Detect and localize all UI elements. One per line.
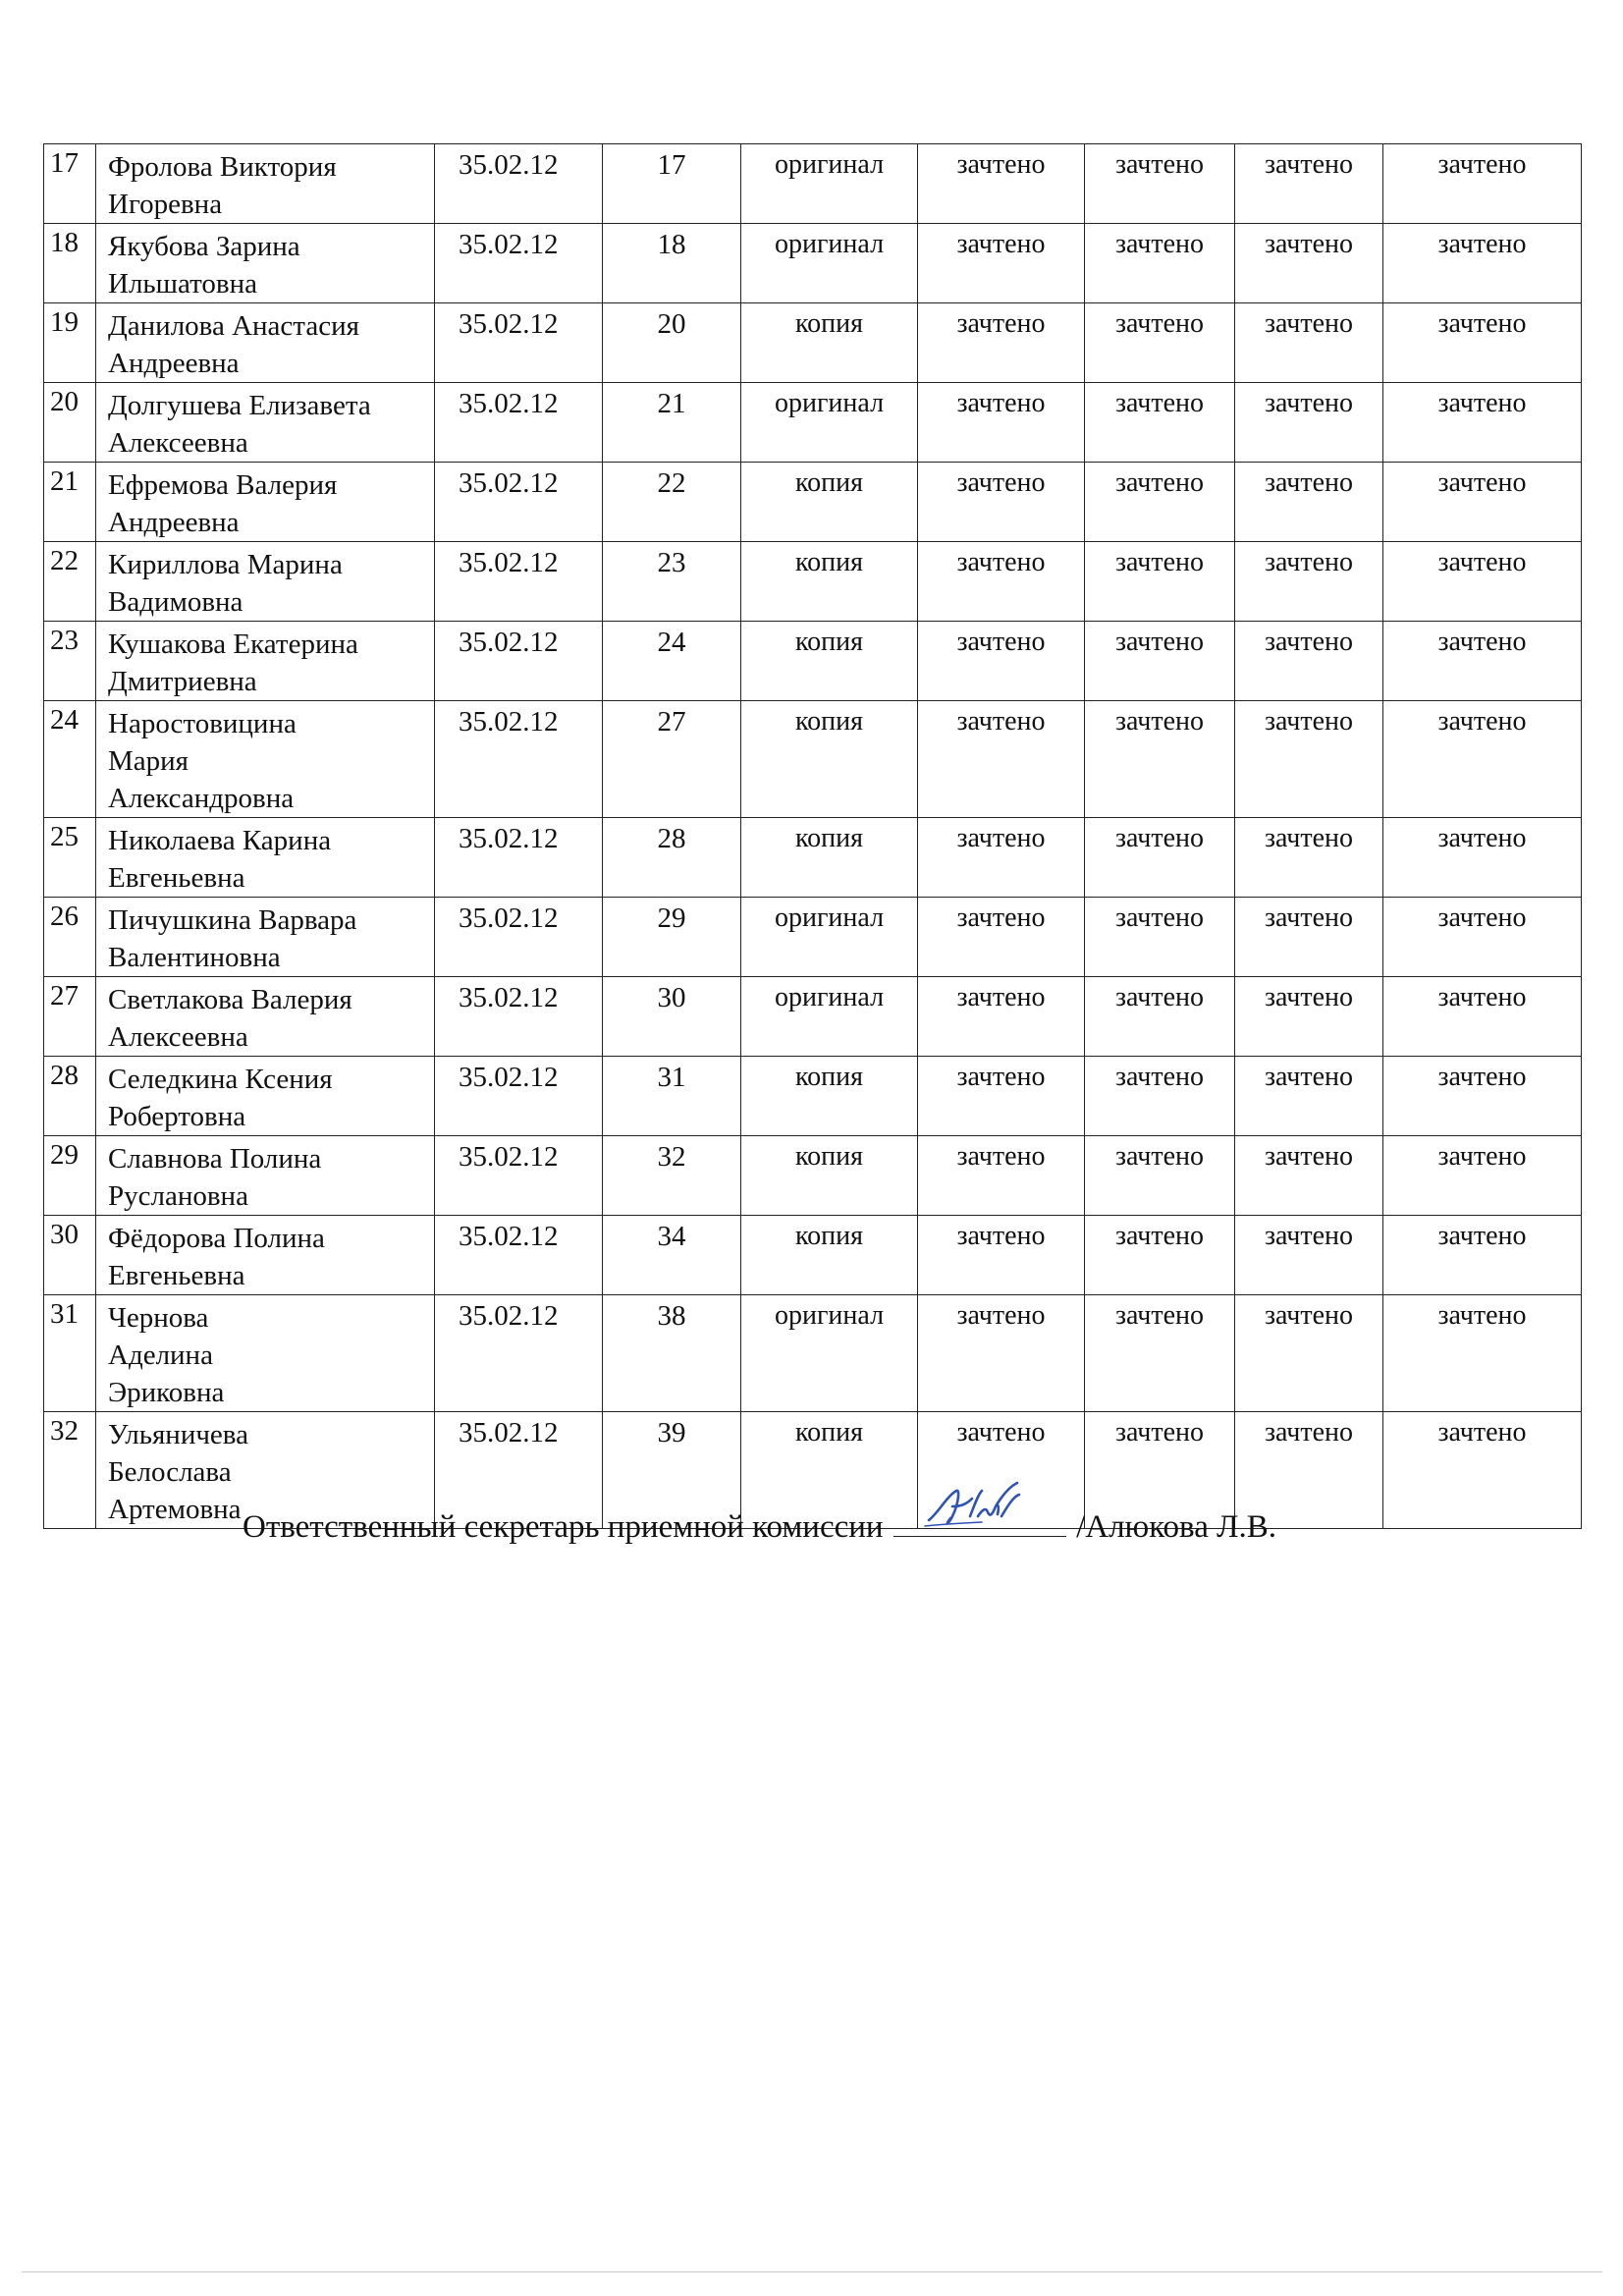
result-cell-2: зачтено — [1085, 383, 1235, 463]
result-cell-1: зачтено — [918, 1216, 1085, 1295]
full-name-line: Фёдорова Полина — [108, 1223, 325, 1254]
result-cell-1: зачтено — [918, 818, 1085, 898]
full-name-line: Алексеевна — [108, 427, 248, 459]
full-name-line: Артемовна — [108, 1494, 242, 1525]
table-row — [44, 1295, 1582, 1412]
result-cell-4: зачтено — [1383, 1136, 1582, 1216]
full-name-line: Наростовицина — [108, 708, 297, 739]
full-name-line: Андреевна — [108, 507, 240, 538]
result-cell-3: зачтено — [1235, 463, 1383, 542]
full-name-line: Вадимовна — [108, 586, 243, 618]
application-number-cell: 30 — [603, 977, 741, 1057]
table-row — [44, 701, 1582, 818]
table-row — [44, 542, 1582, 622]
row-number-cell: 26 — [44, 898, 96, 977]
document-type-cell: оригинал — [741, 144, 918, 224]
handwritten-signature — [923, 1477, 1041, 1538]
full-name-line: Славнова Полина — [108, 1143, 322, 1175]
result-cell-4: зачтено — [1383, 383, 1582, 463]
application-number-cell: 20 — [603, 303, 741, 383]
full-name-cell — [96, 144, 435, 224]
specialty-code-cell: 35.02.12 — [435, 542, 603, 622]
result-cell-4: зачтено — [1383, 622, 1582, 701]
full-name-cell — [96, 898, 435, 977]
specialty-code-cell: 35.02.12 — [435, 898, 603, 977]
specialty-code-cell: 35.02.12 — [435, 818, 603, 898]
full-name-line: Фролова Виктория — [108, 151, 337, 183]
full-name-cell — [96, 224, 435, 303]
document-type-cell: копия — [741, 701, 918, 818]
full-name-line: Ефремова Валерия — [108, 469, 338, 501]
result-cell-2: зачтено — [1085, 144, 1235, 224]
full-name-line: Якубова Зарина — [108, 231, 300, 262]
result-cell-1: зачтено — [918, 898, 1085, 977]
row-number-cell: 29 — [44, 1136, 96, 1216]
result-cell-1: зачтено — [918, 542, 1085, 622]
table-row — [44, 622, 1582, 701]
applicants-table-body — [44, 144, 1582, 1529]
full-name-line: Евгеньевна — [108, 862, 245, 894]
specialty-code-cell: 35.02.12 — [435, 303, 603, 383]
table-row — [44, 463, 1582, 542]
result-cell-3: зачтено — [1235, 144, 1383, 224]
application-number-cell: 39 — [603, 1412, 741, 1529]
row-number-cell: 28 — [44, 1057, 96, 1136]
full-name-line: Аделина — [108, 1339, 213, 1371]
result-cell-1: зачтено — [918, 977, 1085, 1057]
result-cell-1: зачтено — [918, 1412, 1085, 1529]
full-name-line: Мария — [108, 745, 189, 777]
result-cell-2: зачтено — [1085, 542, 1235, 622]
application-number-cell: 22 — [603, 463, 741, 542]
row-number-cell: 19 — [44, 303, 96, 383]
row-number-cell: 23 — [44, 622, 96, 701]
full-name-cell — [96, 1057, 435, 1136]
full-name-cell — [96, 1295, 435, 1412]
result-cell-2: зачтено — [1085, 898, 1235, 977]
application-number-cell: 38 — [603, 1295, 741, 1412]
full-name-line: Долгушева Елизавета — [108, 390, 371, 421]
row-number-cell: 24 — [44, 701, 96, 818]
result-cell-3: зачтено — [1235, 1057, 1383, 1136]
application-number-cell: 31 — [603, 1057, 741, 1136]
result-cell-3: зачтено — [1235, 701, 1383, 818]
result-cell-2: зачтено — [1085, 1136, 1235, 1216]
specialty-code-cell: 35.02.12 — [435, 144, 603, 224]
result-cell-2: зачтено — [1085, 622, 1235, 701]
row-number-cell: 21 — [44, 463, 96, 542]
row-number-cell: 22 — [44, 542, 96, 622]
full-name-line: Кириллова Марина — [108, 549, 343, 580]
result-cell-1: зачтено — [918, 303, 1085, 383]
result-cell-4: зачтено — [1383, 144, 1582, 224]
result-cell-3: зачтено — [1235, 383, 1383, 463]
result-cell-2: зачтено — [1085, 977, 1235, 1057]
result-cell-4: зачтено — [1383, 1216, 1582, 1295]
document-type-cell: копия — [741, 303, 918, 383]
secretary-label: Ответственный секретарь приемной комиссии — [243, 1509, 884, 1545]
table-row — [44, 224, 1582, 303]
result-cell-1: зачтено — [918, 1295, 1085, 1412]
result-cell-2: зачтено — [1085, 463, 1235, 542]
full-name-cell — [96, 977, 435, 1057]
full-name-line: Белослава — [108, 1456, 232, 1488]
document-type-cell: копия — [741, 1412, 918, 1529]
result-cell-2: зачтено — [1085, 1216, 1235, 1295]
application-number-cell: 32 — [603, 1136, 741, 1216]
table-row — [44, 818, 1582, 898]
full-name-cell — [96, 303, 435, 383]
result-cell-2: зачтено — [1085, 1057, 1235, 1136]
application-number-cell: 34 — [603, 1216, 741, 1295]
row-number-cell: 18 — [44, 224, 96, 303]
row-number-cell: 25 — [44, 818, 96, 898]
result-cell-1: зачтено — [918, 622, 1085, 701]
result-cell-1: зачтено — [918, 1057, 1085, 1136]
result-cell-3: зачтено — [1235, 898, 1383, 977]
full-name-line: Игоревна — [108, 189, 223, 220]
row-number-cell: 32 — [44, 1412, 96, 1529]
full-name-cell — [96, 701, 435, 818]
document-type-cell: оригинал — [741, 898, 918, 977]
result-cell-1: зачтено — [918, 224, 1085, 303]
row-number-cell: 27 — [44, 977, 96, 1057]
table-row — [44, 898, 1582, 977]
result-cell-3: зачтено — [1235, 622, 1383, 701]
document-type-cell: оригинал — [741, 383, 918, 463]
full-name-line: Александровна — [108, 783, 295, 814]
specialty-code-cell: 35.02.12 — [435, 1295, 603, 1412]
application-number-cell: 23 — [603, 542, 741, 622]
full-name-line: Алексеевна — [108, 1021, 248, 1053]
full-name-line: Дмитриевна — [108, 666, 257, 697]
result-cell-3: зачтено — [1235, 224, 1383, 303]
document-type-cell: оригинал — [741, 224, 918, 303]
result-cell-4: зачтено — [1383, 701, 1582, 818]
specialty-code-cell: 35.02.12 — [435, 1412, 603, 1529]
full-name-line: Селедкина Ксения — [108, 1064, 333, 1095]
result-cell-3: зачтено — [1235, 542, 1383, 622]
result-cell-4: зачтено — [1383, 898, 1582, 977]
full-name-line: Робертовна — [108, 1101, 246, 1132]
result-cell-2: зачтено — [1085, 1295, 1235, 1412]
result-cell-2: зачтено — [1085, 224, 1235, 303]
result-cell-1: зачтено — [918, 1136, 1085, 1216]
application-number-cell: 24 — [603, 622, 741, 701]
result-cell-2: зачтено — [1085, 818, 1235, 898]
table-row — [44, 1057, 1582, 1136]
full-name-line: Валентиновна — [108, 942, 281, 973]
specialty-code-cell: 35.02.12 — [435, 383, 603, 463]
row-number-cell: 30 — [44, 1216, 96, 1295]
specialty-code-cell: 35.02.12 — [435, 1136, 603, 1216]
application-number-cell: 29 — [603, 898, 741, 977]
application-number-cell: 27 — [603, 701, 741, 818]
full-name-line: Кушакова Екатерина — [108, 629, 358, 660]
result-cell-3: зачтено — [1235, 1412, 1383, 1529]
table-row — [44, 144, 1582, 224]
document-type-cell: копия — [741, 1216, 918, 1295]
result-cell-1: зачтено — [918, 144, 1085, 224]
result-cell-3: зачтено — [1235, 818, 1383, 898]
full-name-cell — [96, 463, 435, 542]
full-name-line: Евгеньевна — [108, 1260, 245, 1291]
table-row — [44, 1136, 1582, 1216]
document-type-cell: копия — [741, 542, 918, 622]
applicants-table — [43, 143, 1582, 1529]
full-name-line: Данилова Анастасия — [108, 310, 359, 342]
specialty-code-cell: 35.02.12 — [435, 701, 603, 818]
document-type-cell: копия — [741, 818, 918, 898]
specialty-code-cell: 35.02.12 — [435, 1057, 603, 1136]
result-cell-2: зачтено — [1085, 701, 1235, 818]
full-name-line: Ильшатовна — [108, 268, 257, 300]
full-name-cell — [96, 383, 435, 463]
document-type-cell: копия — [741, 622, 918, 701]
result-cell-4: зачтено — [1383, 463, 1582, 542]
application-number-cell: 21 — [603, 383, 741, 463]
result-cell-4: зачтено — [1383, 818, 1582, 898]
result-cell-4: зачтено — [1383, 224, 1582, 303]
full-name-line: Руслановна — [108, 1180, 248, 1212]
application-number-cell: 18 — [603, 224, 741, 303]
table-row — [44, 977, 1582, 1057]
full-name-line: Ульяничева — [108, 1419, 248, 1450]
application-number-cell: 17 — [603, 144, 741, 224]
result-cell-3: зачтено — [1235, 1216, 1383, 1295]
result-cell-4: зачтено — [1383, 1412, 1582, 1529]
row-number-cell: 17 — [44, 144, 96, 224]
result-cell-3: зачтено — [1235, 1295, 1383, 1412]
result-cell-3: зачтено — [1235, 1136, 1383, 1216]
result-cell-1: зачтено — [918, 701, 1085, 818]
document-type-cell: копия — [741, 463, 918, 542]
document-type-cell: оригинал — [741, 977, 918, 1057]
full-name-line: Пичушкина Варвара — [108, 904, 357, 936]
application-number-cell: 28 — [603, 818, 741, 898]
secretary-name: /Алюкова Л.В. — [1076, 1509, 1276, 1545]
full-name-cell — [96, 818, 435, 898]
specialty-code-cell: 35.02.12 — [435, 977, 603, 1057]
full-name-line: Николаева Карина — [108, 825, 332, 856]
table-row — [44, 383, 1582, 463]
page-edge-line — [22, 2271, 1602, 2272]
full-name-cell — [96, 1136, 435, 1216]
full-name-line: Андреевна — [108, 348, 240, 379]
result-cell-4: зачтено — [1383, 977, 1582, 1057]
specialty-code-cell: 35.02.12 — [435, 224, 603, 303]
result-cell-3: зачтено — [1235, 303, 1383, 383]
specialty-code-cell: 35.02.12 — [435, 1216, 603, 1295]
signature-blank — [893, 1506, 1066, 1537]
document-type-cell: копия — [741, 1136, 918, 1216]
row-number-cell: 20 — [44, 383, 96, 463]
signature-line — [243, 1505, 1276, 1549]
table-row — [44, 303, 1582, 383]
specialty-code-cell: 35.02.12 — [435, 622, 603, 701]
full-name-line: Светлакова Валерия — [108, 984, 352, 1015]
result-cell-4: зачтено — [1383, 1295, 1582, 1412]
specialty-code-cell: 35.02.12 — [435, 463, 603, 542]
result-cell-1: зачтено — [918, 383, 1085, 463]
result-cell-1: зачтено — [918, 463, 1085, 542]
result-cell-3: зачтено — [1235, 977, 1383, 1057]
result-cell-4: зачтено — [1383, 542, 1582, 622]
full-name-cell — [96, 542, 435, 622]
full-name-line: Эриковна — [108, 1377, 225, 1408]
document-type-cell: оригинал — [741, 1295, 918, 1412]
full-name-cell — [96, 622, 435, 701]
row-number-cell: 31 — [44, 1295, 96, 1412]
result-cell-4: зачтено — [1383, 1057, 1582, 1136]
full-name-line: Чернова — [108, 1302, 209, 1334]
table-row — [44, 1216, 1582, 1295]
document-type-cell: копия — [741, 1057, 918, 1136]
result-cell-2: зачтено — [1085, 303, 1235, 383]
result-cell-2: зачтено — [1085, 1412, 1235, 1529]
result-cell-4: зачтено — [1383, 303, 1582, 383]
full-name-cell — [96, 1216, 435, 1295]
